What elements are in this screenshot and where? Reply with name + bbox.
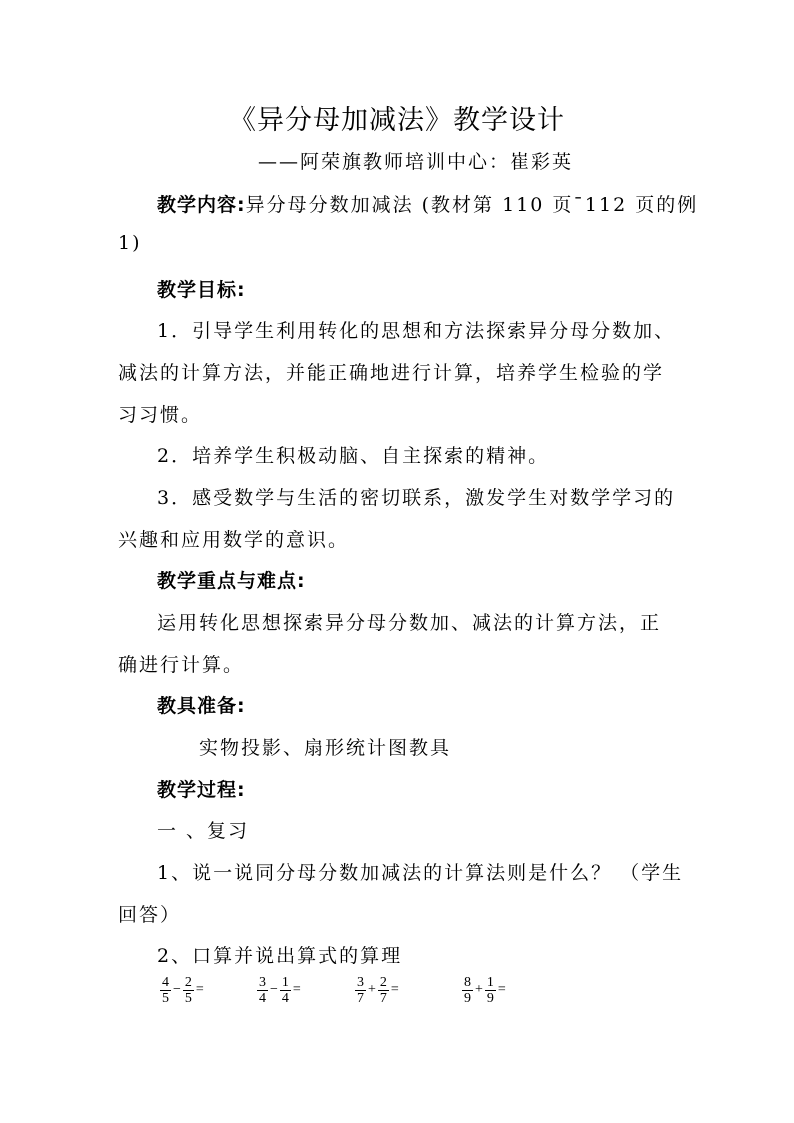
operator: + — [475, 982, 483, 997]
process-label: 教学过程: — [157, 779, 246, 801]
author-line: ——阿荣旗教师培训中心：崔彩英 — [258, 151, 574, 173]
equals-sign: = — [390, 982, 399, 997]
exercise-expression — [354, 968, 400, 1012]
goals-label: 教学目标: — [157, 279, 246, 301]
fraction: $\frac{3}{4}$ — [259, 974, 266, 1006]
goal-line: 2．培养学生积极动脑、自主探索的精神。 — [157, 445, 550, 467]
fraction: $\frac{3}{7}$ — [357, 974, 364, 1006]
question-2: 2、口算并说出算式的算理 — [157, 945, 403, 967]
tools-text: 实物投影、扇形统计图教具 — [199, 737, 452, 759]
exercise-expression — [159, 968, 205, 1012]
fraction: $\frac{2}{7}$ — [379, 974, 387, 1006]
exercise-expression — [461, 968, 507, 1012]
content-text-cont: 1) — [118, 232, 142, 254]
exercise-expression — [256, 968, 302, 1012]
content-text: 异分母分数加减法 (教材第 110 页¯112 页的例 — [245, 194, 699, 216]
question-1: 1、说一说同分母分数加减法的计算法则是什么？ （学生 — [157, 862, 684, 884]
equals-sign: = — [292, 982, 301, 997]
fraction: $\frac{1}{9}$ — [486, 974, 494, 1006]
keypoints-text: 运用转化思想探索异分母分数加、减法的计算方法，正 — [157, 612, 662, 634]
fraction: $\frac{2}{5}$ — [184, 974, 192, 1006]
fraction: $\frac{8}{9}$ — [464, 974, 471, 1006]
tools-label: 教具准备: — [157, 695, 246, 717]
goal-line: 3．感受数学与生活的密切联系，激发学生对数学学习的 — [157, 487, 676, 509]
goal-line: 减法的计算方法，并能正确地进行计算，培养学生检验的学 — [118, 362, 665, 384]
goal-line: 习习惯。 — [118, 404, 203, 426]
question-1-cont: 回答） — [118, 904, 182, 926]
keypoints-label: 教学重点与难点: — [157, 570, 306, 592]
operator: − — [270, 982, 278, 997]
goal-line: 兴趣和应用数学的意识。 — [118, 529, 350, 551]
operator: − — [173, 982, 181, 997]
content-label: 教学内容: — [157, 194, 246, 216]
document-title: 《异分母加减法》教学设计 — [229, 105, 565, 136]
operator: + — [368, 982, 376, 997]
goal-line: 1．引导学生利用转化的思想和方法探索异分母分数加、 — [157, 320, 676, 342]
equals-sign: = — [497, 982, 506, 997]
fraction: $\frac{1}{4}$ — [281, 974, 289, 1006]
equals-sign: = — [195, 982, 204, 997]
keypoints-text-cont: 确进行计算。 — [118, 654, 245, 676]
content-paragraph — [157, 190, 698, 217]
fraction: $\frac{4}{5}$ — [162, 974, 169, 1006]
section-heading: 一 、复习 — [157, 820, 250, 842]
exercise-row — [0, 968, 794, 1012]
